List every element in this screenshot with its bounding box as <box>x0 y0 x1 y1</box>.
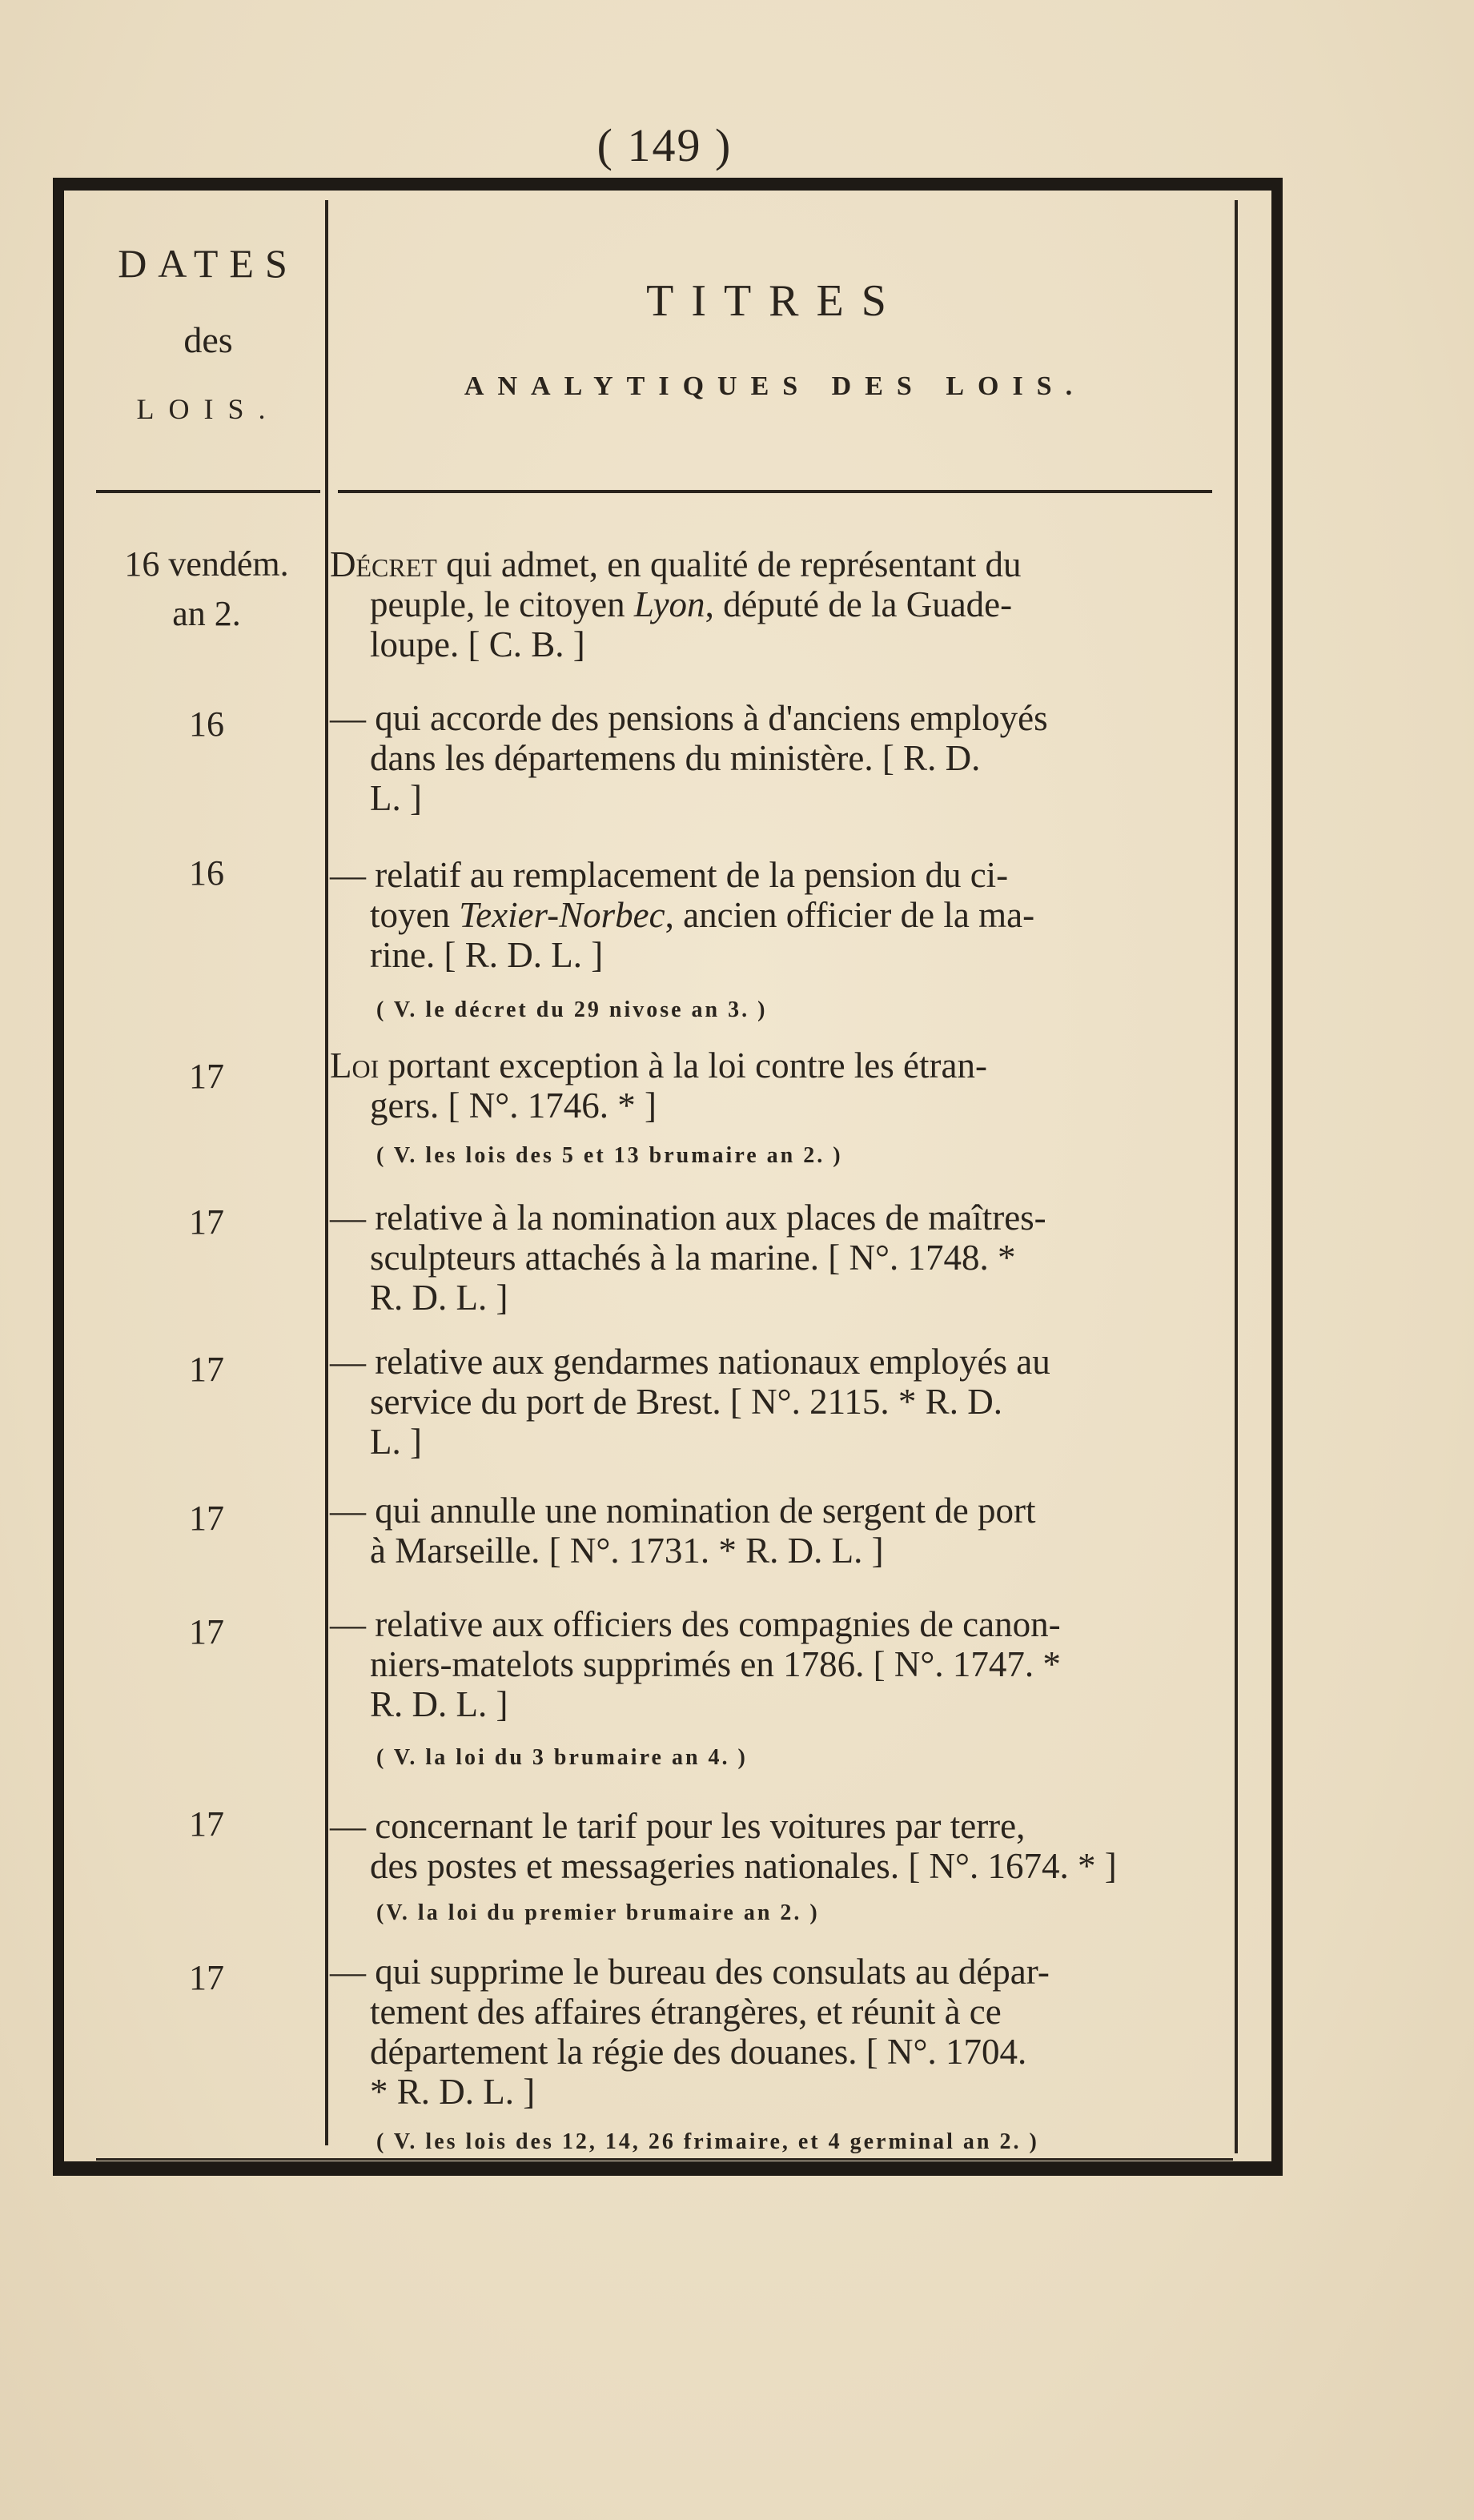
entry-date: 16 vendém. <box>124 544 289 584</box>
entry-reference: ( V. les lois des 12, 14, 26 frimaire, et 4 germinal an 2. ) <box>376 2129 1039 2154</box>
entry-date: 17 <box>189 1804 224 1844</box>
entry-title: Décret qui admet, en qualité de représentant du peuple, le citoyen Lyon, député de la Guade- loupe. [ C. B. ] <box>330 544 1022 664</box>
header-rule-left <box>96 490 320 493</box>
entry-date: 17 <box>189 1350 224 1389</box>
entry-title: — qui annulle une nomination de sergent de port à Marseille. [ N°. 1731. * R. D. L. ] <box>330 1491 1036 1571</box>
entry-date-year: an 2. <box>172 594 241 633</box>
entry-date: 17 <box>189 1202 224 1242</box>
column-separator <box>325 200 328 2145</box>
header-lois: LOIS. <box>136 393 280 425</box>
entry-title: Loi portant exception à la loi contre les étran- gers. [ N°. 1746. * ] <box>330 1045 987 1126</box>
entry-reference: (V. la loi du premier brumaire an 2. ) <box>376 1900 820 1925</box>
entry-date: 16 <box>189 853 224 893</box>
entry-title: — relative à la nomination aux places de maîtres- sculpteurs attachés à la marine. [ N°. 1748. * R. D. L. ] <box>330 1198 1046 1318</box>
frame-inner-rule <box>1235 200 1238 2153</box>
header-titres: TITRES <box>646 276 904 326</box>
entry-title: — relatif au remplacement de la pension du ci- toyen Texier-Norbec, ancien officier de la ma- rine. [ R. D. L. ] <box>330 855 1035 975</box>
entry-reference: ( V. les lois des 5 et 13 brumaire an 2. ) <box>376 1143 843 1168</box>
table-bottom-rule <box>96 2158 1233 2161</box>
entry-title: — qui supprime le bureau des consulats au dépar- tement des affaires étrangères, et réunit à ce département la régie des douanes. [ N°. 1704. * R. D. L. ] <box>330 1952 1050 2112</box>
entry-title: — relative aux officiers des compagnies de canon- niers-matelots supprimés en 1786. [ N°. 1747. * R. D. L. ] <box>330 1604 1061 1724</box>
entry-date: 17 <box>189 1057 224 1096</box>
header-analytiques: ANALYTIQUES DES LOIS. <box>464 371 1086 401</box>
entry-reference: ( V. le décret du 29 nivose an 3. ) <box>376 997 768 1022</box>
entry-date: 16 <box>189 704 224 744</box>
entry-title: — concernant le tarif pour les voitures par terre, des postes et messageries nationales. [ N°. 1674. * ] <box>330 1806 1117 1886</box>
page-number: ( 149 ) <box>596 119 733 171</box>
entry-title: — qui accorde des pensions à d'anciens employés dans les départemens du ministère. [ R. D. L. ] <box>330 698 1048 818</box>
entry-date: 17 <box>189 1958 224 1997</box>
entry-reference: ( V. la loi du 3 brumaire an 4. ) <box>376 1745 748 1770</box>
header-dates: DATES <box>118 241 299 286</box>
entry-date: 17 <box>189 1612 224 1651</box>
entry-title: — relative aux gendarmes nationaux employés au service du port de Brest. [ N°. 2115. * R. D. L. ] <box>330 1342 1050 1462</box>
header-des: des <box>183 319 233 360</box>
entry-date: 17 <box>189 1499 224 1538</box>
header-rule-right <box>338 490 1212 493</box>
